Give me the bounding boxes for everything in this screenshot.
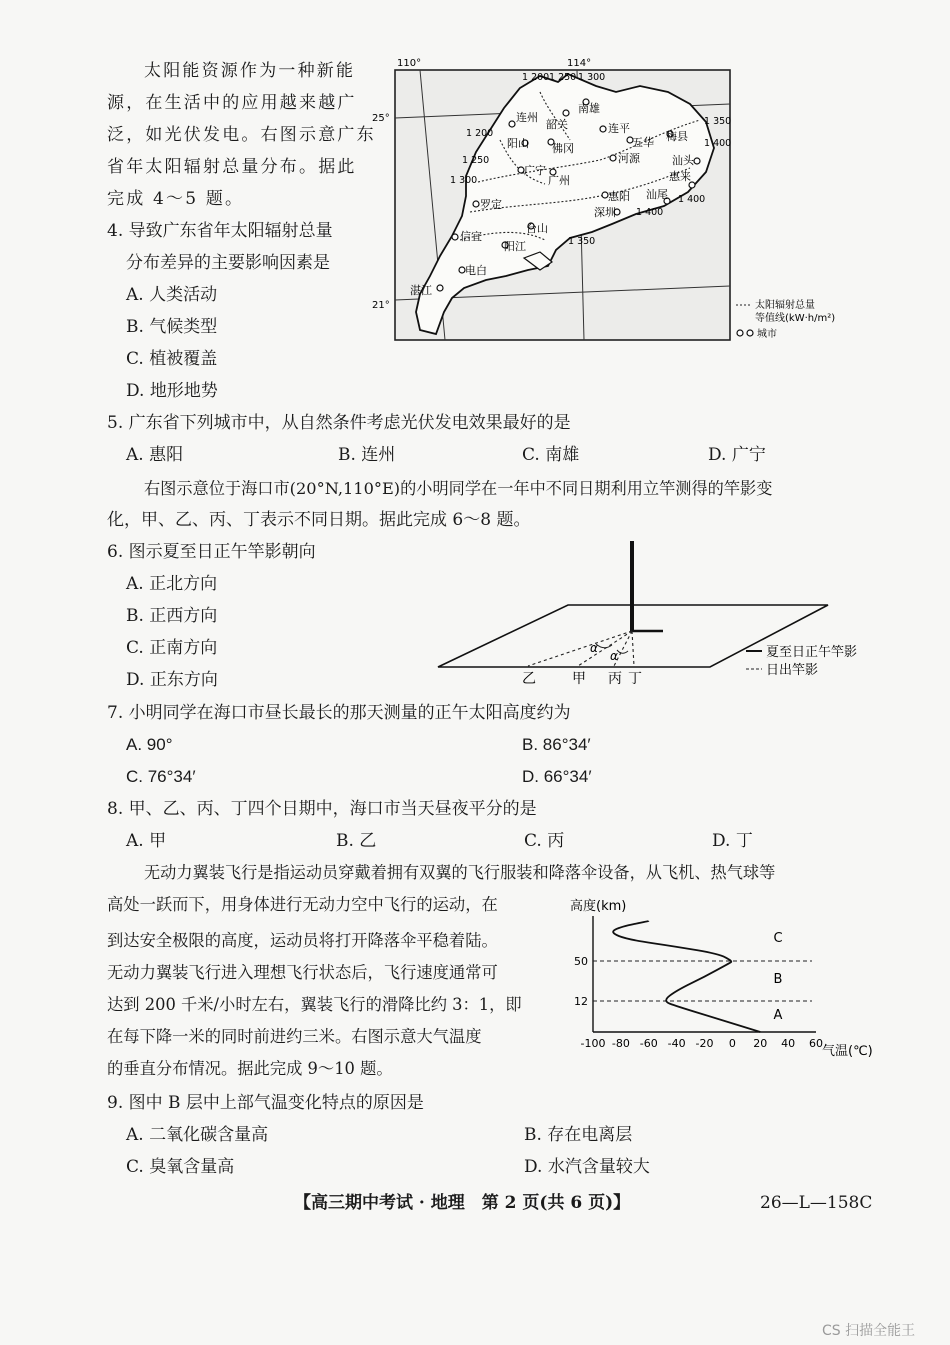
q7-option-b[interactable]: B. 86°34′ (522, 735, 591, 754)
map-legend-isoline-unit: 等值线(kW·h/m²) (755, 313, 836, 324)
city-label: 连州 (516, 111, 538, 124)
city-label: 韶关 (546, 118, 568, 131)
intro1-line-2: 源，在生活中的应用越来越广 (107, 93, 357, 113)
q7-option-a[interactable]: A. 90° (126, 735, 173, 754)
intro3-line-4: 无动力翼装飞行进入理想飞行状态后，飞行速度通常可 (107, 963, 498, 982)
q8-option-c[interactable]: C. 丙 (524, 831, 565, 851)
pole-shadow-diagram (430, 538, 880, 688)
shadow-label-yi: 乙 (522, 671, 536, 687)
legend-dashed-label: 日出竿影 (766, 663, 819, 678)
q6-stem: 6. 图示夏至日正午竿影朝向 (107, 542, 316, 562)
city-label: 河源 (618, 152, 640, 165)
intro1-line-5: 完成 4～5 题。 (107, 189, 245, 209)
temperature-curve (613, 921, 760, 1032)
q6-option-c[interactable]: C. 正南方向 (126, 638, 218, 658)
x-tick-label: -100 (580, 1037, 606, 1050)
city-label: 梅县 (666, 130, 688, 143)
layer-label: A (773, 1008, 783, 1023)
q7-option-d[interactable]: D. 66°34′ (522, 767, 592, 786)
scanner-watermark: CS 扫描全能王 (822, 1323, 916, 1339)
q9-option-b[interactable]: B. 存在电离层 (524, 1125, 633, 1145)
x-tick-label: -80 (611, 1037, 630, 1050)
map-legend-city: 城市 (757, 329, 777, 340)
map-lon-label-114: 114° (567, 58, 592, 69)
chart-y-label: 高度(km) (570, 899, 627, 914)
q9-option-d[interactable]: D. 水汽含量较大 (524, 1157, 650, 1177)
q6-option-d[interactable]: D. 正东方向 (126, 670, 218, 690)
isoline-label: 1 400 (678, 194, 706, 205)
q9-option-a[interactable]: A. 二氧化碳含量高 (126, 1125, 269, 1145)
city-label: 信宜 (460, 230, 482, 243)
legend-solid-label: 夏至日正午竿影 (766, 645, 858, 660)
x-tick-label: 40 (781, 1037, 796, 1050)
q8-option-d[interactable]: D. 丁 (712, 831, 753, 851)
q5-option-a[interactable]: A. 惠阳 (126, 445, 184, 465)
city-label: 湛江 (410, 284, 432, 297)
q4-option-d[interactable]: D. 地形地势 (126, 381, 218, 401)
intro1-line-1: 太阳能资源作为一种新能 (144, 61, 356, 81)
q5-stem: 5. 广东省下列城市中，从自然条件考虑光伏发电效果最好的是 (107, 413, 571, 433)
x-tick-label: 60 (809, 1037, 823, 1050)
angle-alpha-label: α (610, 649, 618, 663)
city-label: 电白 (465, 264, 487, 277)
q4-stem-1: 4. 导致广东省年太阳辐射总量 (107, 221, 333, 241)
isoline-label: 1 250 (462, 155, 490, 166)
intro3-line-3: 到达安全极限的高度，运动员将打开降落伞平稳着陆。 (107, 931, 498, 950)
city-label: 深圳 (594, 206, 616, 219)
isoline-label: 1 300 (450, 175, 478, 186)
isoline-label: 1 200 (522, 72, 550, 83)
city-label: 佛冈 (552, 142, 574, 155)
q4-option-c[interactable]: C. 植被覆盖 (126, 349, 218, 369)
city-label: 罗定 (480, 198, 502, 211)
intro1-line-4: 省年太阳辐射总量分布。据此 (107, 157, 357, 177)
city-label: 汕尾 (646, 188, 668, 201)
guangdong-solar-map (368, 52, 868, 348)
q9-stem: 9. 图中 B 层中上部气温变化特点的原因是 (107, 1093, 424, 1113)
city-label: 广宁 (524, 164, 546, 177)
chart-plot-area (574, 921, 823, 1050)
q4-option-a[interactable]: A. 人类活动 (126, 285, 218, 305)
q7-option-c[interactable]: C. 76°34′ (126, 767, 196, 786)
q8-stem: 8. 甲、乙、丙、丁四个日期中，海口市当天昼夜平分的是 (107, 799, 537, 819)
map-lat-label-25: 25° (372, 113, 390, 124)
q4-stem-2: 分布差异的主要影响因素是 (126, 253, 330, 273)
isoline-label: 1 400 (636, 207, 664, 218)
layer-label: B (773, 972, 783, 987)
map-legend-city-icon (747, 330, 753, 336)
page-footer-code: 26—L—158C (760, 1193, 873, 1213)
isoline-label: 1 250 (549, 72, 577, 83)
q8-option-a[interactable]: A. 甲 (126, 831, 167, 851)
q4-option-b[interactable]: B. 气候类型 (126, 317, 218, 337)
q5-option-b[interactable]: B. 连州 (338, 445, 396, 465)
shadow-label-ding: 丁 (628, 671, 642, 687)
city-label: 广州 (548, 174, 570, 187)
city-label: 汕头 (672, 154, 694, 167)
city-label: 连平 (608, 122, 630, 135)
intro3-line-7: 的垂直分布情况。据此完成 9～10 题。 (107, 1059, 393, 1078)
intro3-line-6: 在每下降一米的同时前进约三米。右图示意大气温度 (107, 1027, 482, 1046)
intro2-line-2: 化，甲、乙、丙、丁表示不同日期。据此完成 6～8 题。 (107, 510, 531, 530)
q5-option-d[interactable]: D. 广宁 (708, 445, 766, 465)
city-label: 南雄 (578, 102, 600, 115)
map-legend-city-icon (737, 330, 743, 336)
x-tick-label: -40 (667, 1037, 686, 1050)
map-lon-label-110: 110° (397, 58, 422, 69)
city-label: 台山 (526, 222, 548, 235)
map-lat-label-21: 21° (372, 300, 390, 311)
isoline-label: 1 350 (568, 236, 596, 247)
city-label: 阳江 (504, 240, 526, 253)
layer-label: C (773, 931, 783, 946)
atmosphere-temperature-chart (560, 890, 890, 1060)
page-footer-title: 【高三期中考试 · 地理 第 2 页(共 6 页)】 (294, 1193, 631, 1213)
x-tick-label: -20 (695, 1037, 714, 1050)
intro3-line-2: 高处一跃而下，用身体进行无动力空中飞行的运动，在 (107, 895, 498, 914)
isoline-label: 1 300 (578, 72, 606, 83)
intro3-line-1: 无动力翼装飞行是指运动员穿戴着拥有双翼的飞行服装和降落伞设备，从飞机、热气球等 (144, 863, 776, 882)
y-tick-label: 12 (574, 995, 588, 1008)
isoline-label: 1 400 (704, 138, 732, 149)
q7-stem: 7. 小明同学在海口市昼长最长的那天测量的正午太阳高度约为 (107, 703, 571, 723)
q5-option-c[interactable]: C. 南雄 (522, 445, 580, 465)
intro1-line-3: 泛，如光伏发电。右图示意广东 (107, 125, 376, 145)
x-tick-label: 0 (728, 1037, 736, 1050)
city-label: 惠来 (669, 170, 691, 183)
x-tick-label: 20 (753, 1037, 768, 1050)
intro3-line-5: 达到 200 千米/小时左右，翼装飞行的滑降比约 3：1，即 (107, 995, 522, 1014)
chart-x-label: 气温(℃) (822, 1044, 873, 1059)
x-tick-label: -60 (639, 1037, 658, 1050)
q6-option-b[interactable]: B. 正西方向 (126, 606, 218, 626)
city-label: 五华 (632, 136, 654, 149)
q6-option-a[interactable]: A. 正北方向 (126, 574, 218, 594)
city-label: 阳山 (507, 137, 529, 150)
y-tick-label: 50 (574, 955, 588, 968)
intro2-line-1: 右图示意位于海口市(20°N,110°E)的小明同学在一年中不同日期利用立竿测得的竿影变 (144, 479, 773, 498)
map-legend-isoline: 太阳辐射总量 (755, 300, 815, 311)
angle-alpha-label: α (590, 641, 598, 655)
shadow-label-bing: 丙 (608, 671, 622, 687)
shadow-label-jia: 甲 (572, 671, 586, 687)
q8-option-b[interactable]: B. 乙 (336, 831, 377, 851)
city-label: 惠阳 (608, 190, 630, 203)
isoline-label: 1 350 (704, 116, 732, 127)
isoline-label: 1 200 (466, 128, 494, 139)
q9-option-c[interactable]: C. 臭氧含量高 (126, 1157, 235, 1177)
